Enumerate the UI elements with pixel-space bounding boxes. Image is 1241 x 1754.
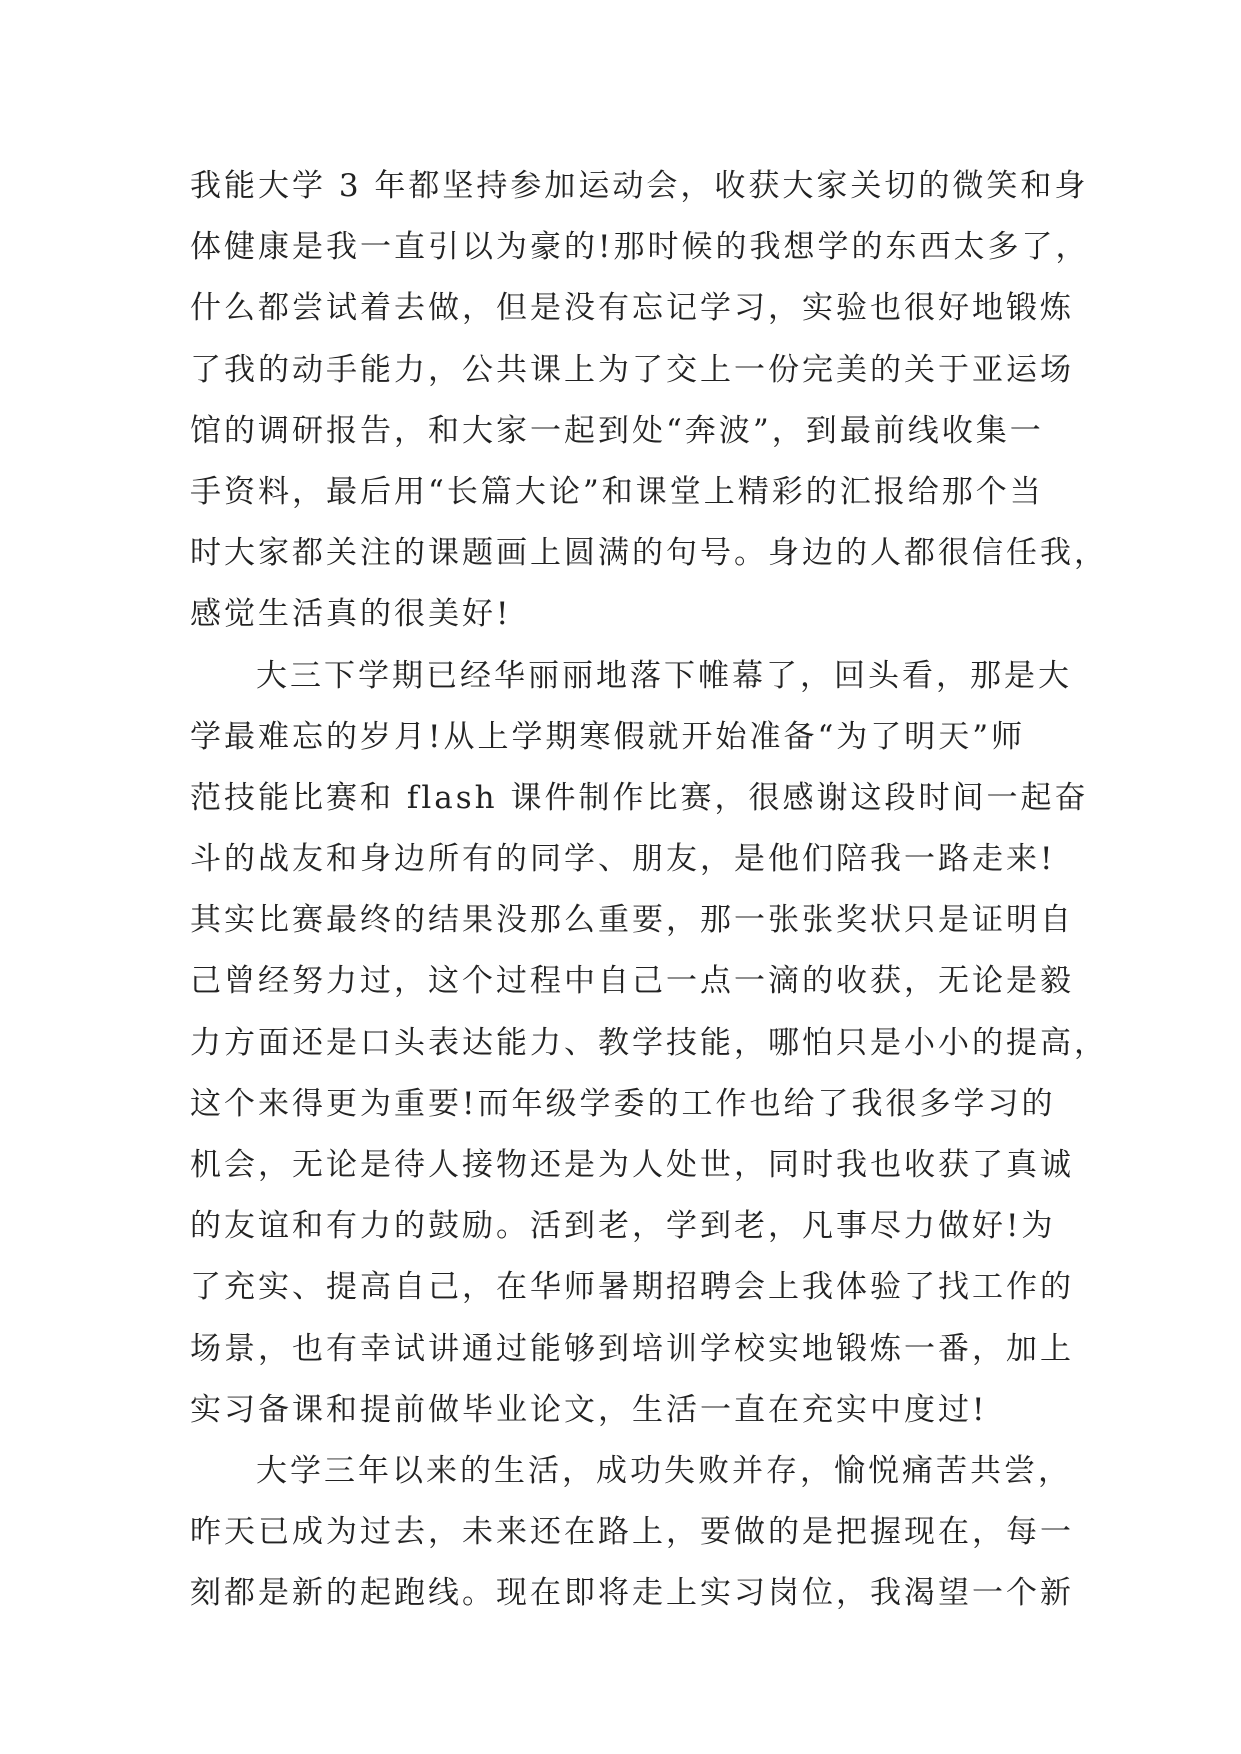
text-line: 范技能比赛和 flash 课件制作比赛，很感谢这段时间一起奋: [190, 779, 1089, 816]
text-line: 我能大学 3 年都坚持参加运动会，收获大家关切的微笑和身: [190, 168, 1089, 204]
text-line: 昨天已成为过去，未来还在路上，要做的是把握现在，每一: [190, 1514, 1074, 1551]
text-line: 感觉生活真的很美好!: [190, 596, 512, 633]
text-line: 刻都是新的起跑线。现在即将走上实习岗位，我渴望一个新: [190, 1575, 1074, 1612]
text-line: 的友谊和有力的鼓励。活到老，学到老，凡事尽力做好!为: [190, 1208, 1056, 1245]
text-line: 实习备课和提前做毕业论文，生活一直在充实中度过!: [190, 1391, 988, 1428]
body-text: [190, 156, 1108, 1625]
text-line: 己曾经努力过，这个过程中自己一点一滴的收获，无论是毅: [190, 963, 1074, 1000]
text-line: 了充实、提高自己，在华师暑期招聘会上我体验了找工作的: [190, 1269, 1074, 1306]
paragraph-start-line: 大学三年以来的生活，成功失败并存，愉悦痛苦共尝，: [256, 1452, 1072, 1489]
text-line: 机会，无论是待人接物还是为人处世，同时我也收获了真诚: [190, 1147, 1074, 1183]
text-line: 手资料，最后用“长篇大论”和课堂上精彩的汇报给那个当: [190, 473, 1044, 510]
text-line: 这个来得更为重要!而年级学委的工作也给了我很多学习的: [190, 1085, 1056, 1122]
paragraph-start-line: 大三下学期已经华丽丽地落下帷幕了，回头看，那是大: [256, 657, 1072, 694]
text-line: 什么都尝试着去做，但是没有忘记学习，实验也很好地锻炼: [190, 290, 1074, 327]
text-line: 时大家都关注的课题画上圆满的句号。身边的人都很信任我，: [190, 535, 1108, 572]
text-line: 馆的调研报告，和大家一起到处“奔波”，到最前线收集一: [190, 412, 1044, 449]
text-line: 场景，也有幸试讲通过能够到培训学校实地锻炼一番，加上: [190, 1330, 1074, 1367]
text-line: 力方面还是口头表达能力、教学技能，哪怕只是小小的提高，: [190, 1024, 1108, 1061]
text-line: 学最难忘的岁月!从上学期寒假就开始准备“为了明天”师: [190, 718, 1026, 755]
text-line: 了我的动手能力，公共课上为了交上一份完美的关于亚运场: [190, 351, 1074, 388]
text-line: 其实比赛最终的结果没那么重要，那一张张奖状只是证明自: [190, 902, 1074, 939]
text-line: 斗的战友和身边所有的同学、朋友，是他们陪我一路走来!: [190, 841, 1056, 878]
text-line: 体健康是我一直引以为豪的!那时候的我想学的东西太多了，: [190, 229, 1090, 266]
